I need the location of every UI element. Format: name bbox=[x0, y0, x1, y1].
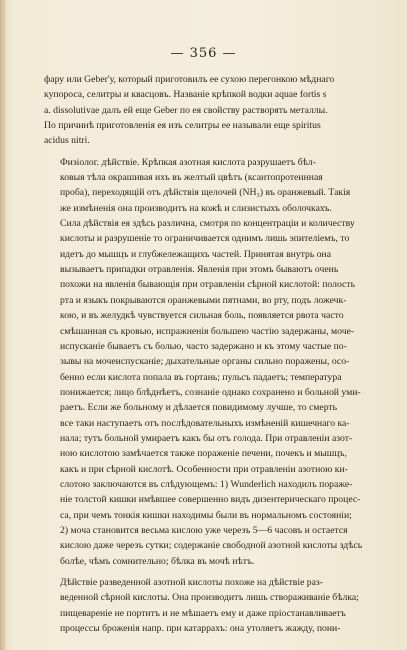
text-line: смѣшанная съ кровью, испражненія большею частію задержаны, моче- bbox=[60, 325, 355, 337]
text-line: фару или Geber'у, который приготовилъ ее сухою перегонкою мѣднаго bbox=[44, 74, 335, 85]
text-line: Дѣйствіе разведенной азотной кислоты похоже на дѣйствіе раз- bbox=[60, 577, 323, 588]
text-line: купороса, селитры и квасцовъ. Названіе крѣпкой водки aquae fortis s bbox=[44, 89, 327, 101]
text-line: Физіолог. дѣйствіе. Крѣпкая азотная кислота разрушаетъ бѣл- bbox=[60, 156, 316, 168]
text-line: похожи на явленія бывающія при отравленіи сѣрной кислотой: полость bbox=[60, 279, 356, 291]
text-line: понижается; лицо блѣднѣетъ, сознаніе однако сохранено и больной уми- bbox=[60, 386, 361, 398]
text-line: a. dissolutivae далъ ей еще Geber по ея свойству растворять металлы. bbox=[44, 104, 328, 116]
text-line: ною кислотою замѣчается также пораженіе печени, почекъ и мышцъ, bbox=[60, 448, 347, 460]
text-line: все таки наступаетъ отъ послѣдовательныхъ измѣненій кишечнаго ка- bbox=[60, 417, 350, 429]
text-line: проба), переходящій отъ дѣйствія щелочей (NH₃) въ оранжевый. Такія bbox=[60, 187, 351, 199]
text-line: ковыя тѣла окрашивая ихъ въ желтый цвѣтъ (ксантопротеинная bbox=[60, 172, 323, 184]
text-line: бенно если кислота попала въ гортань; пульсъ падаетъ; температура bbox=[60, 371, 342, 383]
text-line: кислоты и разрушеніе то ограничивается однимъ лишь эпителіемъ, то bbox=[60, 233, 350, 245]
text-line: са, при чемъ тонкія кишки находимы были въ нормальномъ состояніи; bbox=[60, 509, 352, 521]
text-line: испусканіе бываетъ съ болью, часто задержано и къ этому частые по- bbox=[60, 340, 347, 352]
text-line: веденной сѣрной кислоты. Она производитъ лишь створаживаніе бѣлка; bbox=[60, 592, 359, 604]
text-line: кислою даже черезъ сутки; содержаніе свободной азотной кислоты здѣсь bbox=[60, 540, 363, 552]
text-line: идетъ до мышцъ и глубжележащихъ частей. Принятая внутрь она bbox=[60, 248, 332, 260]
paragraph-diluted-action bbox=[44, 575, 390, 636]
text-line: пищевареніе не портитъ и не мѣшаетъ ему и даже пріостанавливаетъ bbox=[60, 607, 346, 619]
text-line: болѣе, чѣмъ сомнительно; бѣлка въ мочѣ нѣтъ. bbox=[60, 555, 255, 567]
text-line: кою, и въ желудкѣ чувствуется сильная боль, появляется рвота часто bbox=[60, 310, 344, 322]
paragraph-history bbox=[44, 72, 390, 149]
text-line: Сила дѣйствія ея здѣсь различна, смотря по концентраціи и количеству bbox=[60, 218, 355, 230]
text-line: нала; тутъ больной умираетъ какъ бы отъ голода. При отравленіи азот- bbox=[60, 432, 353, 444]
text-line: ніе толстой кишки имѣвшее совершенно видъ дизентерическаго процес- bbox=[60, 494, 361, 506]
page-number: — 356 — bbox=[170, 46, 237, 61]
text-line: acidus nitri. bbox=[44, 135, 90, 147]
text-line: какъ и при сѣрной кислотѣ. Особенности при отравленіи азотною ки- bbox=[60, 463, 348, 475]
text-line: вызываетъ припадки отравленія. Явленія при этомъ бываютъ очень bbox=[60, 264, 339, 276]
text-line: процессы броженія напр. при катаррахъ: она утоляетъ жажду, пони- bbox=[60, 623, 341, 635]
page-body bbox=[44, 72, 390, 642]
paragraph-physiological-action bbox=[44, 155, 390, 569]
text-line: же измѣненія она производитъ на кожѣ и слизистыхъ оболочкахъ. bbox=[60, 202, 332, 214]
text-line: 2) моча становится весьма кислою уже черезъ 5—6 часовъ и остается bbox=[60, 524, 348, 536]
page-spine-shadow bbox=[0, 0, 6, 650]
text-line: По причинѣ приготовленія ея изъ селитры ее называли еще spiritus bbox=[44, 120, 321, 132]
text-line: рта и языкъ покрываются оранжевыми пятнами, во рту, подъ ложечк- bbox=[60, 294, 347, 306]
text-line: слотою заключаются въ слѣдующемъ: 1) Wunderlich находилъ пораже- bbox=[60, 478, 353, 490]
text-line: раетъ. Если же больному и дѣлается повидимому лучше, то смерть bbox=[60, 402, 338, 414]
text-line: зывы на мочеиспусканіе; дыхательные органы сильно поражены, осо- bbox=[60, 356, 350, 368]
